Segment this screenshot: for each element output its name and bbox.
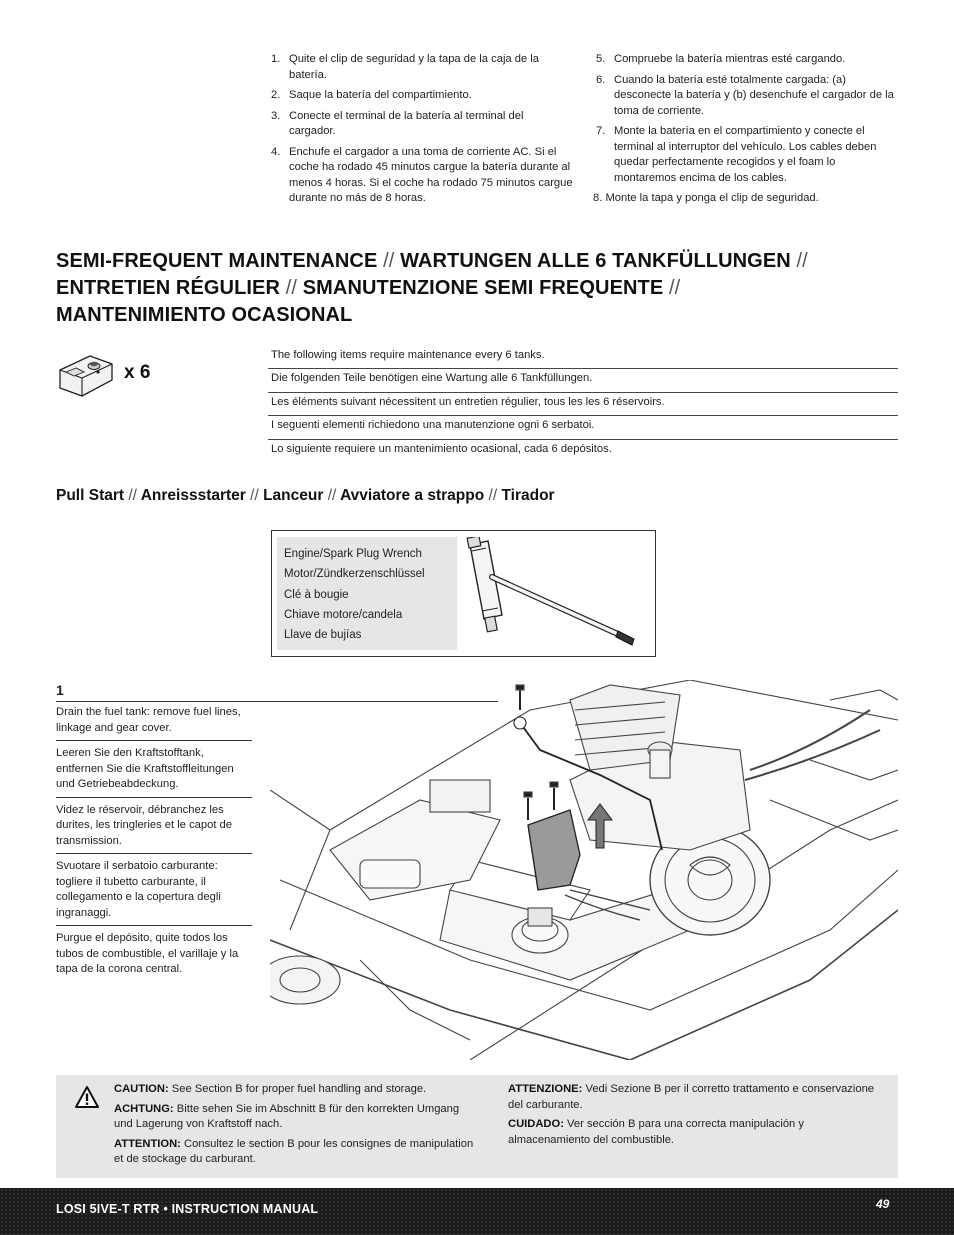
warning-icon xyxy=(74,1085,100,1109)
caution-text: See Section B for proper fuel handling and storage. xyxy=(171,1083,427,1095)
section-title xyxy=(56,248,916,329)
title-de: WARTUNGEN ALLE 6 TANKFÜLLUNGEN xyxy=(400,250,791,272)
step-text: Cuando la batería esté totalmente cargada: (a) desconecte la batería y (b) desenchufe el cargador de la toma de corriente. xyxy=(614,73,894,117)
caution-text: Consultez le section B pour les consignes de manipulation et de stockage du carburant. xyxy=(114,1137,474,1166)
title-separator: // xyxy=(285,277,298,299)
charging-steps-right xyxy=(593,52,898,212)
note-en: The following items require maintenance every 6 tanks. xyxy=(268,346,898,369)
maintenance-notes xyxy=(268,346,898,463)
tool-box xyxy=(271,530,656,657)
step-number: 2. xyxy=(271,89,281,101)
step-item xyxy=(268,145,573,207)
step-item xyxy=(593,52,898,68)
subtitle-en: Pull Start xyxy=(56,487,125,504)
step-item xyxy=(593,124,898,186)
caution-right-column xyxy=(508,1082,878,1152)
caution-en xyxy=(114,1082,474,1098)
step-text: Saque la batería del compartimiento. xyxy=(289,89,472,101)
title-es: MANTENIMIENTO OCASIONAL xyxy=(56,304,353,326)
instruction-en: Drain the fuel tank: remove fuel lines, linkage and gear cover. xyxy=(56,705,252,741)
note-fr: Les éléments suivant nécessitent un entretien régulier, tous les les 6 réservoirs. xyxy=(268,393,898,416)
tool-name-it: Chiave motore/candela xyxy=(284,608,403,621)
subtitle-separator: // xyxy=(488,487,498,504)
tank-multiplier: x 6 xyxy=(124,362,151,383)
caution-text: Vedi Sezione B per il corretto trattamento e conservazione del carburante. xyxy=(508,1083,875,1111)
tool-name-de: Motor/Zündkerzenschlüssel xyxy=(284,568,425,581)
charging-steps-left xyxy=(268,52,573,212)
step-item xyxy=(268,52,573,83)
tool-name-es: Llave de bujías xyxy=(284,629,362,642)
step-text: Enchufe el cargador a una toma de corriente AC. Si el coche ha rodado 45 minutos cargue la batería durante al menos 4 horas. Si el coche ha rodado 75 minutos cargue durante no más de 8 horas. xyxy=(289,145,573,204)
step-number: 4. xyxy=(271,145,281,158)
step-text: Monte la batería en el compartimiento y conecte el terminal al interruptor del vehículo. Los cables deben quedar perfectamente recogidos y el foam lo montaremos encima de los cables. xyxy=(614,125,877,184)
note-de: Die folgenden Teile benötigen eine Wartung alle 6 Tankfüllungen. xyxy=(268,369,898,392)
instruction-es: Purgue el depósito, quite todos los tubos de combustible, el varillaje y la tapa de la corona central. xyxy=(56,932,239,975)
instruction-it: Svuotare il serbatoio carburante: togliere il tubetto carburante, il collegamento e la copertura degli ingranaggi. xyxy=(56,859,252,926)
note-es: Lo siguiente requiere un mantenimiento ocasional, cada 6 depósitos. xyxy=(271,442,612,455)
subtitle-fr: Lanceur xyxy=(263,487,324,504)
step-text: Conecte el terminal de la batería al terminal del cargador. xyxy=(289,109,524,137)
step-text: Compruebe la batería mientras esté cargando. xyxy=(614,53,846,65)
caution-box xyxy=(56,1075,898,1178)
step-number: 6. xyxy=(596,73,606,86)
subtitle-separator: // xyxy=(128,487,137,504)
step-number: 5. xyxy=(596,53,606,65)
title-separator: // xyxy=(668,277,681,299)
sub-title xyxy=(56,487,555,505)
fuel-tank-icon xyxy=(54,350,116,402)
caution-label: ACHTUNG: xyxy=(114,1102,174,1115)
page-footer xyxy=(0,1188,954,1235)
caution-label: CUIDADO: xyxy=(508,1118,564,1131)
title-separator: // xyxy=(383,250,395,272)
step-text: 8. Monte la tapa y ponga el clip de seguridad. xyxy=(593,192,819,204)
note-it: I seguenti elementi richiedono una manutenzione ogni 6 serbatoi. xyxy=(268,416,898,439)
tool-names xyxy=(277,537,457,650)
caution-label: ATTENZIONE: xyxy=(508,1083,583,1095)
subtitle-separator: // xyxy=(327,487,337,504)
caution-label: CAUTION: xyxy=(114,1083,169,1095)
step-item xyxy=(268,109,573,140)
spark-plug-wrench-icon xyxy=(442,537,657,652)
subtitle-it: Avviatore a strappo xyxy=(340,487,485,504)
title-fr: ENTRETIEN RÉGULIER xyxy=(56,277,281,299)
step-number: 7. xyxy=(596,125,606,137)
instruction-de: Leeren Sie den Kraftstofftank, entfernen Sie die Kraftstoffleitungen und Getriebeabdeckung. xyxy=(56,746,252,798)
footer-title: LOSI 5IVE-T RTR • INSTRUCTION MANUAL xyxy=(56,1202,319,1216)
subtitle-de: Anreissstarter xyxy=(140,487,246,504)
step-text: Quite el clip de seguridad y la tapa de la caja de la batería. xyxy=(289,53,540,81)
title-en: SEMI-FREQUENT MAINTENANCE xyxy=(56,250,378,272)
title-it: SMANUTENZIONE SEMI FREQUENTE xyxy=(302,277,664,299)
step-instructions xyxy=(56,705,252,987)
tool-name-fr: Clé à bougie xyxy=(284,588,349,601)
step-number: 3. xyxy=(271,109,281,122)
step-item xyxy=(268,88,573,104)
step-item xyxy=(593,73,898,120)
caution-de xyxy=(114,1102,474,1133)
subtitle-separator: // xyxy=(250,487,259,504)
caution-left-column xyxy=(114,1082,474,1172)
charging-steps xyxy=(268,52,898,212)
caution-text: Bitte sehen Sie im Abschnitt B für den korrekten Umgang und Lagerung von Kraftstoff nach. xyxy=(114,1102,460,1131)
chassis-illustration xyxy=(270,680,898,1060)
subtitle-es: Tirador xyxy=(501,487,555,504)
caution-text: Ver sección B para una correcta manipulación y almacenamiento del combustible. xyxy=(508,1118,804,1146)
caution-label: ATTENTION: xyxy=(114,1137,181,1150)
tool-name-en: Engine/Spark Plug Wrench xyxy=(284,548,422,560)
caution-es xyxy=(508,1117,878,1148)
caution-it xyxy=(508,1082,878,1113)
step-number-label: 1 xyxy=(56,682,64,698)
step-number: 1. xyxy=(271,53,281,65)
caution-fr xyxy=(114,1137,474,1168)
page-number: 49 xyxy=(876,1197,890,1211)
title-separator: // xyxy=(796,250,808,272)
step-item xyxy=(593,191,898,207)
instruction-fr: Videz le réservoir, débranchez les durites, les tringleries et le capot de transmission. xyxy=(56,803,252,855)
